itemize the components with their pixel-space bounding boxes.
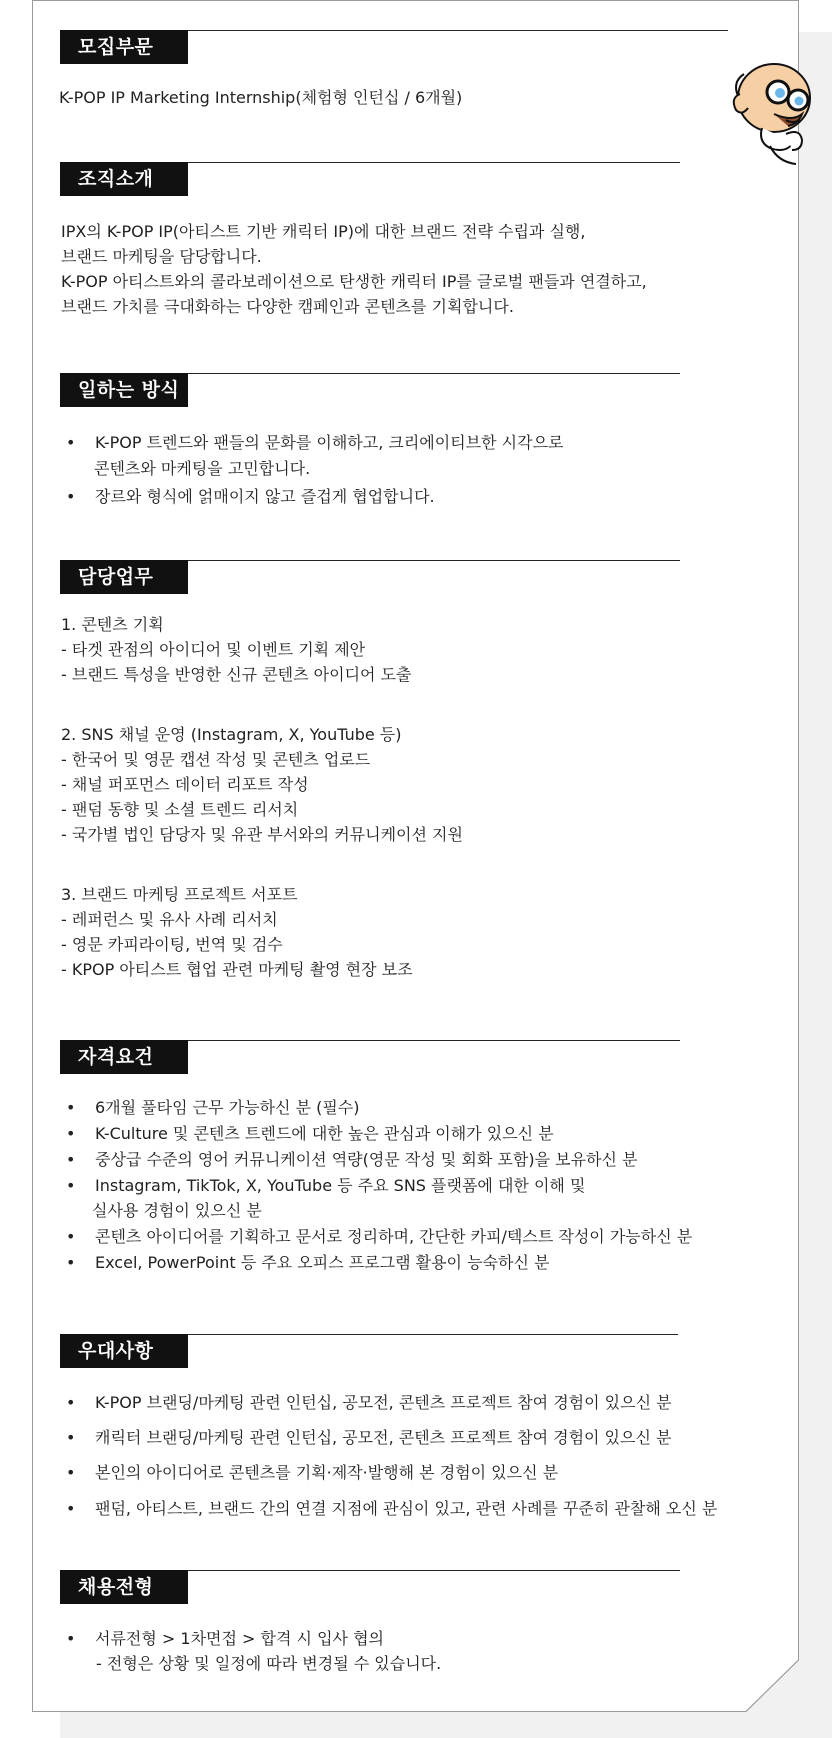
duty-line: - 팬덤 동향 및 소셜 트렌드 리서치 [61,800,299,819]
section-label: 조직소개 [60,162,188,196]
section-label: 담당업무 [60,560,188,594]
duty-line: - 한국어 및 영문 캡션 작성 및 콘텐츠 업로드 [61,750,371,769]
process-note: - 전형은 상황 및 일정에 따라 변경될 수 있습니다. [96,1654,442,1673]
section-label: 자격요건 [60,1040,188,1074]
org-line: K-POP 아티스트와의 콜라보레이션으로 탄생한 캐릭터 IP를 글로벌 팬들과 연결하고, [61,272,647,291]
document-paper: 모집부문 K-POP IP Marketing Internship(체험형 인턴십 / 6개월) 조직소개 IPX의 K-POP IP(아티스트 기반 캐릭터 IP)에 대한 브랜드 전략 수립과 실행, 브랜드 마케팅을 담당합니다. K-POP 아티스트와의 콜라보레이션으로 탄생한 캐릭터 IP를 글로벌 팬들과 연결하고, 브랜드 가치를 극대화하는 다양한 캠페인과 콘텐츠를 기획합니다. 일하는 방식 • K-POP 트렌드와 팬들의 문화를 이해하고, 크리에이티브한 시각으로 콘텐츠와 마케팅을 고민합니다. • 장르와 형식에 얽매이지 않고 즐겁게 협업합니다. 담당업무 1. 콘텐츠 기획 - 타겟 관점의 아이디어 및 이벤트 기획 제안 - 브랜드 특성을 반영한 신규 콘텐츠 아이디어 도출 2. SNS 채널 운영 (Instagram, X, YouTube 등) - 한국어 및 영문 캡션 작성 및 콘텐츠 업로드 - 채널 퍼포먼스 데이터 리포트 작성 - 팬덤 동향 및 소셜 트렌드 리서치 - 국가별 법인 담당자 및 유관 부서와의 커뮤니케이션 지원 3. 브랜드 마케팅 프로젝트 서포트 - 레퍼런스 및 유사 사례 리서치 - 영문 카피라이팅, 번역 및 검수 - KPOP 아티스트 협업 관련 마케팅 촬영 현장 보조 자격요건 • 6개월 풀타임 근무 가능하신 분 (필수) • K-Culture 및 콘텐츠 트렌드에 대한 높은 관심과 이해가 있으신 분 • 중상급 수준의 영어 커뮤니케이션 역량(영문 작성 및 회화 포함)을 보유하신 분 • Instagram, TikTok, X, YouTube 등 주요 SNS 플랫폼에 대한 이해 및 실사용 경험이 있으신 분 • 콘텐츠 아이디어를 기획하고 문서로 정리하며, 간단한 카피/텍스트 작성이 가능하신 분 • Excel, PowerPoint 등 주요 오피스 프로그램 활용이 능숙하신 분 우대사항 • K-POP 브랜딩/마케팅 관련 인턴십, 공모전, 콘텐츠 프로젝트 참여 경험이 있으신 분 • 캐릭터 브랜딩/마케팅 관련 인턴십, 공모전, 콘텐츠 프로젝트 참여 경험이 있으신 분 • 본인의 아이디어로 콘텐츠를 기획·제작·발행해 본 경험이 있으신 분 • 팬덤, 아티스트, 브랜드 간의 연결 지점에 관심이 있고, 관련 사례를 꾸준히 관찰해 오신 분 채용전형 • 서류전형 > 1차면접 > 합격 시 입사 협의 - 전형은 상황 및 일정에 따라 변경될 수 있습니다. [32,0,800,1712]
section-label: 우대사항 [60,1334,188,1368]
duty-line: - 채널 퍼포먼스 데이터 리포트 작성 [61,775,309,794]
duty-line: 3. 브랜드 마케팅 프로젝트 서포트 [61,885,298,904]
recruit-position-text: K-POP IP Marketing Internship(체험형 인턴십 / 6개월) [59,88,463,107]
section-label: 모집부문 [60,30,188,64]
duty-line: - 타겟 관점의 아이디어 및 이벤트 기획 제안 [61,640,366,659]
duty-line: - KPOP 아티스트 협업 관련 마케팅 촬영 현장 보조 [61,960,413,979]
duty-line: - 브랜드 특성을 반영한 신규 콘텐츠 아이디어 도출 [61,665,412,684]
duty-line: 2. SNS 채널 운영 (Instagram, X, YouTube 등) [61,725,402,744]
list-item-continuation: 콘텐츠와 마케팅을 고민합니다. [94,459,311,478]
thinking-professor-icon [726,56,830,172]
list-item-continuation: 실사용 경험이 있으신 분 [92,1201,262,1220]
section-label: 채용전형 [60,1570,188,1604]
duty-line: - 국가별 법인 담당자 및 유관 부서와의 커뮤니케이션 지원 [61,825,463,844]
org-line: 브랜드 마케팅을 담당합니다. [61,247,262,266]
section-label: 일하는 방식 [60,373,188,407]
org-line: 브랜드 가치를 극대화하는 다양한 캠페인과 콘텐츠를 기획합니다. [61,297,514,316]
org-line: IPX의 K-POP IP(아티스트 기반 캐릭터 IP)에 대한 브랜드 전략 수립과 실행, [61,222,586,241]
duty-line: - 영문 카피라이팅, 번역 및 검수 [61,935,283,954]
duty-line: 1. 콘텐츠 기획 [61,615,164,634]
duty-line: - 레퍼런스 및 유사 사례 리서치 [61,910,278,929]
